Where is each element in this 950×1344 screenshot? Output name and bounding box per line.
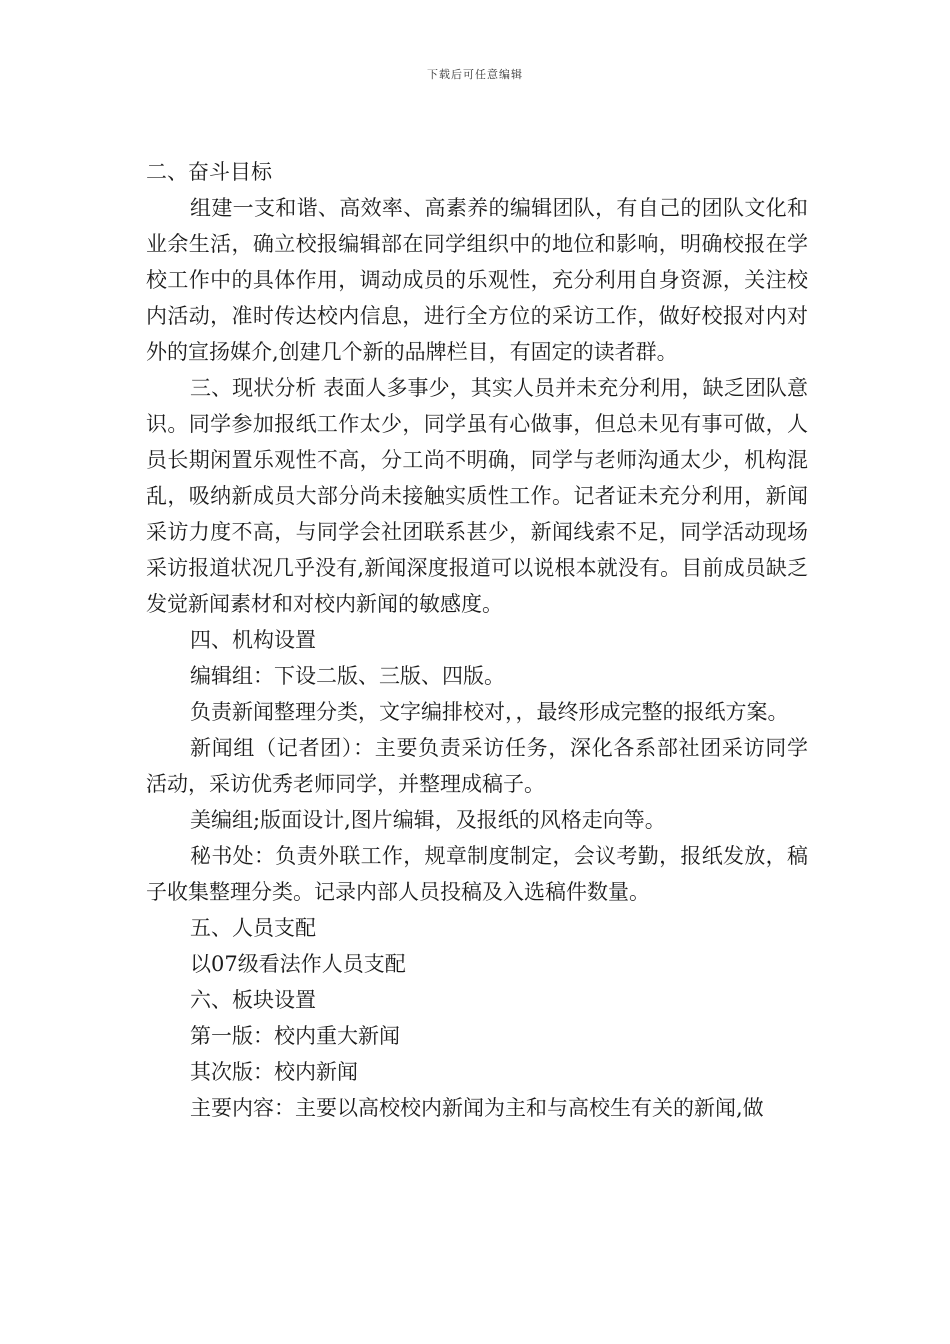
paragraph-secretariat: 秘书处：负责外联工作，规章制度制定，会议考勤，报纸发放，稿子收集整理分类。记录内部人员投稿及入选稿件数量。 [146, 844, 808, 904]
paragraph-editing-duties: 负责新闻整理分类，文字编排校对，，最终形成完整的报纸方案。 [190, 700, 789, 724]
paragraph-design-group: 美编组;版面设计,图片编辑，及报纸的风格走向等。 [190, 808, 666, 832]
paragraph-editing-group: 编辑组：下设二版、三版、四版。 [190, 664, 505, 688]
section-heading-staffing: 五、人员支配 [190, 916, 316, 940]
page-header-note: 下载后可任意编辑 [427, 68, 523, 81]
section-heading-structure: 四、机构设置 [190, 628, 316, 652]
paragraph-goals: 组建一支和谐、高效率、高素养的编辑团队，有自己的团队文化和业余生活，确立校报编辑部在同学组织中的地位和影响，明确校报在学校工作中的具体作用，调动成员的乐观性，充分利用自身资源，关注校内活动，准时传达校内信息，进行全方位的采访工作，做好校报对内对外的宣扬媒介,创建几个新的品牌栏目，有固定的读者群。 [146, 196, 808, 364]
paragraph-staffing: 以07级看法作人员支配 [190, 952, 406, 976]
paragraph-page-two: 其次版：校内新闻 [190, 1060, 358, 1084]
section-heading-goals: 二、奋斗目标 [146, 160, 272, 184]
section-heading-sections: 六、板块设置 [190, 988, 316, 1012]
document-body [146, 154, 808, 1126]
paragraph-status-analysis: 三、现状分析 表面人多事少，其实人员并未充分利用，缺乏团队意识。同学参加报纸工作太少，同学虽有心做事，但总未见有事可做，人员长期闲置乐观性不高，分工尚不明确，同学与老师沟通太少，机构混乱，吸纳新成员大部分尚未接触实质性工作。记者证未充分利用，新闻采访力度不高，与同学会社团联系甚少，新闻线索不足，同学活动现场采访报道状况几乎没有,新闻深度报道可以说根本就没有。目前成员缺乏发觉新闻素材和对校内新闻的敏感度。 [146, 376, 808, 616]
paragraph-main-content: 主要内容：主要以高校校内新闻为主和与高校生有关的新闻,做 [190, 1096, 764, 1120]
paragraph-page-one: 第一版：校内重大新闻 [190, 1024, 400, 1048]
paragraph-news-group: 新闻组（记者团）：主要负责采访任务，深化各系部社团采访同学活动，采访优秀老师同学，并整理成稿子。 [146, 736, 808, 796]
